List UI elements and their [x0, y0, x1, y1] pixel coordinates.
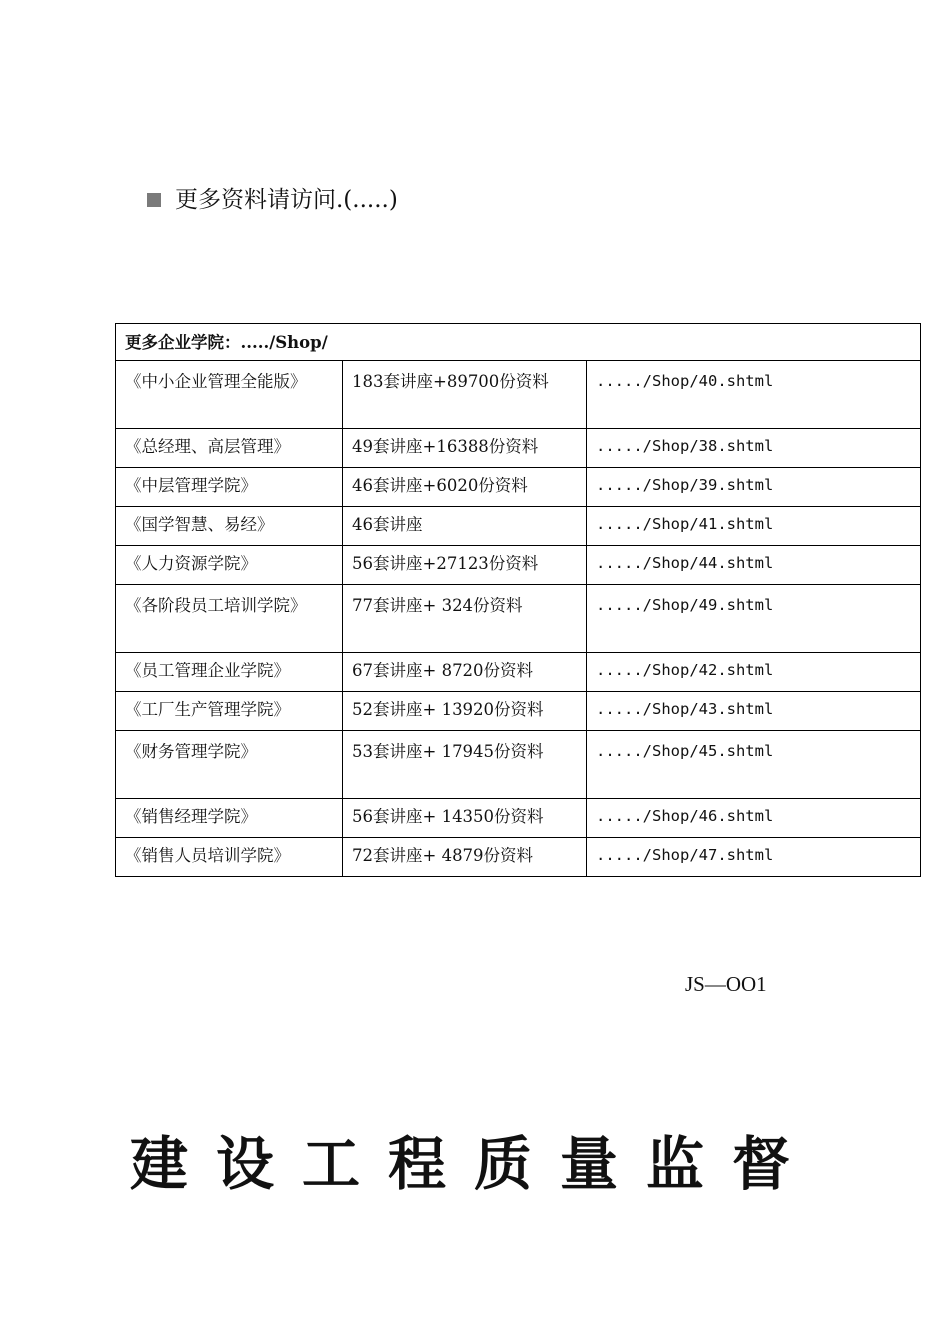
course-content: 46套讲座	[343, 507, 587, 546]
course-link[interactable]: ...../Shop/44.shtml	[587, 546, 921, 585]
course-content: 49套讲座+16388份资料	[343, 429, 587, 468]
table-row	[116, 429, 921, 468]
table-row	[116, 507, 921, 546]
table-row	[116, 838, 921, 877]
table-row	[116, 585, 921, 653]
course-content: 72套讲座+ 4879份资料	[343, 838, 587, 877]
table-row	[116, 731, 921, 799]
table-row	[116, 361, 921, 429]
course-name: 《中小企业管理全能版》	[116, 361, 343, 429]
course-content: 52套讲座+ 13920份资料	[343, 692, 587, 731]
course-name: 《财务管理学院》	[116, 731, 343, 799]
course-content: 77套讲座+ 324份资料	[343, 585, 587, 653]
course-content: 53套讲座+ 17945份资料	[343, 731, 587, 799]
course-name: 《国学智慧、易经》	[116, 507, 343, 546]
course-content: 56套讲座+27123份资料	[343, 546, 587, 585]
course-link[interactable]: ...../Shop/46.shtml	[587, 799, 921, 838]
course-link[interactable]: ...../Shop/41.shtml	[587, 507, 921, 546]
course-link[interactable]: ...../Shop/45.shtml	[587, 731, 921, 799]
course-name: 《工厂生产管理学院》	[116, 692, 343, 731]
course-name: 《总经理、高层管理》	[116, 429, 343, 468]
course-link[interactable]: ...../Shop/40.shtml	[587, 361, 921, 429]
course-content: 56套讲座+ 14350份资料	[343, 799, 587, 838]
course-link[interactable]: ...../Shop/42.shtml	[587, 653, 921, 692]
table-row	[116, 653, 921, 692]
course-content: 67套讲座+ 8720份资料	[343, 653, 587, 692]
course-link[interactable]: ...../Shop/47.shtml	[587, 838, 921, 877]
document-title: 建设工程质量监督	[130, 1130, 819, 1198]
course-name: 《销售人员培训学院》	[116, 838, 343, 877]
course-name: 《各阶段员工培训学院》	[116, 585, 343, 653]
document-code: JS—OO1	[685, 972, 767, 996]
table-row	[116, 468, 921, 507]
course-link[interactable]: ...../Shop/49.shtml	[587, 585, 921, 653]
course-table	[115, 323, 921, 877]
course-content: 46套讲座+6020份资料	[343, 468, 587, 507]
course-content: 183套讲座+89700份资料	[343, 361, 587, 429]
course-name: 《员工管理企业学院》	[116, 653, 343, 692]
table-row	[116, 546, 921, 585]
course-link[interactable]: ...../Shop/38.shtml	[587, 429, 921, 468]
notice-text: 更多资料请访问.(.....)	[175, 187, 398, 213]
resource-notice	[147, 184, 398, 216]
table-header: 更多企业学院：...../Shop/	[116, 324, 921, 361]
course-name: 《中层管理学院》	[116, 468, 343, 507]
course-name: 《销售经理学院》	[116, 799, 343, 838]
table-row	[116, 799, 921, 838]
course-link[interactable]: ...../Shop/43.shtml	[587, 692, 921, 731]
course-link[interactable]: ...../Shop/39.shtml	[587, 468, 921, 507]
table-row	[116, 692, 921, 731]
course-name: 《人力资源学院》	[116, 546, 343, 585]
square-bullet-icon	[147, 193, 161, 207]
